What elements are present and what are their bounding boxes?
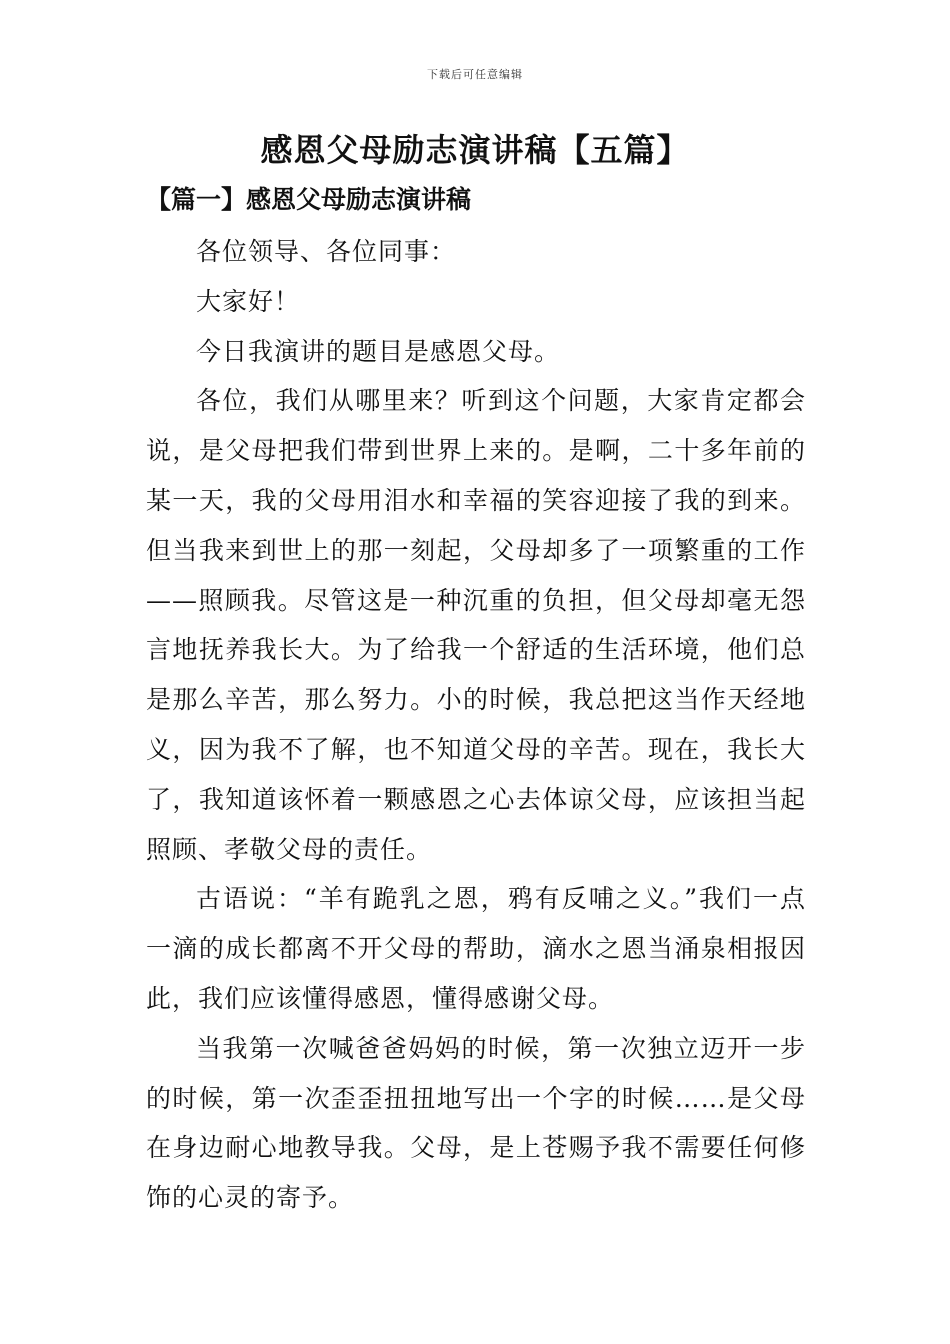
paragraph-body: 古语说：“羊有跪乳之恩，鸦有反哺之义。”我们一点一滴的成长都离不开父母的帮助，滴水之恩当涌泉相报因此，我们应该懂得感恩，懂得感谢父母。 [146, 884, 806, 1013]
document-title: 感恩父母励志演讲稿【五篇】 [260, 131, 690, 169]
paragraph-topic: 今日我演讲的题目是感恩父母。 [196, 336, 561, 366]
paragraph-body: 当我第一次喊爸爸妈妈的时候，第一次独立迈开一步的时候，第一次歪歪扭扭地写出一个字的时候……是父母在身边耐心地教导我。父母，是上苍赐予我不需要任何修饰的心灵的寄予。 [146, 1033, 806, 1213]
header-note: 下载后可任意编辑 [427, 68, 523, 81]
paragraph-greeting: 大家好！ [196, 286, 301, 316]
section-heading: 【篇一】感恩父母励志演讲稿 [146, 185, 472, 214]
body-text [146, 227, 806, 1223]
paragraph-body: 各位，我们从哪里来？听到这个问题，大家肯定都会说，是父母把我们带到世界上来的。是啊，二十多年前的某一天，我的父母用泪水和幸福的笑容迎接了我的到来。但当我来到世上的那一刻起，父母却多了一项繁重的工作——照顾我。尽管这是一种沉重的负担，但父母却毫无怨言地抚养我长大。为了给我一个舒适的生活环境，他们总是那么辛苦，那么努力。小的时候，我总把这当作天经地义，因为我不了解，也不知道父母的辛苦。现在，我长大了，我知道该怀着一颗感恩之心去体谅父母，应该担当起照顾、孝敬父母的责任。 [146, 386, 806, 864]
paragraph-salutation: 各位领导、各位同事： [196, 237, 457, 266]
